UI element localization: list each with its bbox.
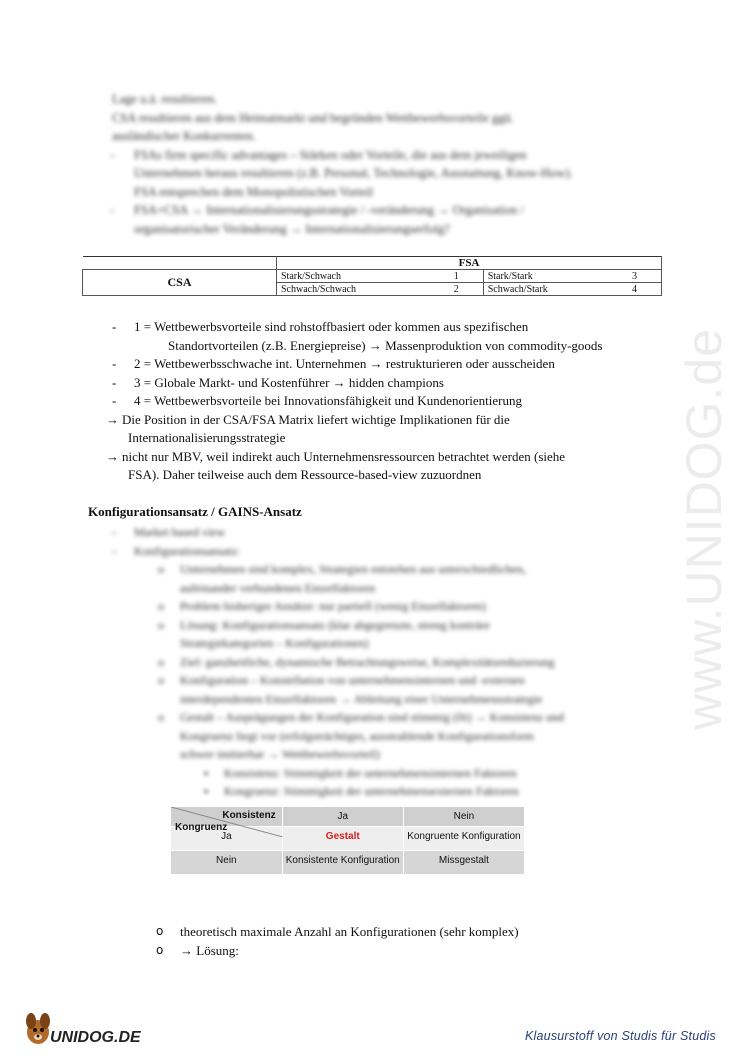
arrow-item xyxy=(106,411,672,430)
unidog-logo xyxy=(22,1010,162,1050)
circle-bullet: o xyxy=(158,617,164,632)
matrix-cell-label: Schwach/Schwach xyxy=(281,283,356,295)
list-item xyxy=(112,355,672,374)
dash-marker: - xyxy=(112,356,117,371)
text-line: CSA resultieren aus dem Heimatmarkt und begründen Wettbewerbsvorteile ggü. xyxy=(112,110,514,125)
list-item-text: Gestalt – Ausprägungen der Konfiguration sind stimmig (fit) → Konsistenz und xyxy=(180,710,564,724)
arrow-icon: → xyxy=(106,448,119,464)
list-item-text: Lösung: Konfigurationsansatz (klar abgegrenzte, streng konträre xyxy=(180,617,490,632)
arrow-item xyxy=(106,448,672,467)
sub-list-item xyxy=(112,597,652,616)
text-line: FSA entsprechen dem Monopolistischen Vorteil xyxy=(134,184,374,199)
sub-list-item-continuation: interdependenten Einzelfaktoren → Ableitung einer Unternehmensstrategie xyxy=(180,691,543,706)
sub-list-item xyxy=(112,708,652,727)
list-item xyxy=(112,392,672,411)
sub-list-item xyxy=(112,653,652,672)
column-header: Nein xyxy=(403,807,524,827)
column-axis-label: Konsistenz xyxy=(222,810,276,821)
blurred-text-block xyxy=(112,90,652,238)
sub-list-item-continuation: schwer imitierbar → Wettbewerbsvorteil) xyxy=(180,747,380,761)
circle-bullet: o xyxy=(158,654,164,669)
list-item-text: Konfigurationsansatz: xyxy=(134,543,240,558)
circle-bullet: o xyxy=(158,599,164,613)
column-header: Ja xyxy=(282,807,403,827)
footer-tagline: Klausurstoff von Studis für Studis xyxy=(525,1029,716,1043)
sub-list-item-continuation: Strategiekategorien – Konfigurationen) xyxy=(180,636,369,650)
watermark xyxy=(663,265,743,735)
circle-bullet: o xyxy=(156,943,164,957)
list-item-text: Konsistenz: Stimmigkeit der unternehmensinternen Faktoren xyxy=(224,765,517,780)
matrix-cell xyxy=(483,283,661,296)
konsistenz-kongruenz-table xyxy=(170,806,525,875)
sub-sub-list-item xyxy=(112,764,652,783)
sub-list-item xyxy=(112,616,652,635)
matrix-cell-number: 2 xyxy=(453,283,459,295)
row-header: Ja xyxy=(171,827,283,851)
dash-marker: - xyxy=(112,374,117,390)
matrix-cell-label: Stark/Stark xyxy=(487,270,533,282)
watermark-svg xyxy=(663,265,743,735)
sub-list-item-continuation: aufeinander verbundenen Einzelfaktoren xyxy=(180,580,376,595)
matrix-cell-number: 1 xyxy=(453,270,459,282)
matrix-cell-label: Stark/Schwach xyxy=(281,270,341,282)
matrix-fsa-header: FSA xyxy=(277,257,662,270)
list-item xyxy=(112,374,672,393)
matrix-corner xyxy=(83,257,277,270)
section-heading: Konfigurationsansatz / GAINS-Ansatz xyxy=(88,504,302,519)
matrix-csa-header: CSA xyxy=(83,270,277,296)
circle-bullet-list xyxy=(150,922,519,960)
circle-bullet: o xyxy=(156,924,164,938)
dash-marker: - xyxy=(110,147,115,162)
text-line-content: FSA+CSA → Internationalisierungsstrategie / -veränderung → Organisation / xyxy=(134,203,524,217)
matrix-cell-number: 3 xyxy=(632,270,637,282)
matrix-cell xyxy=(277,270,484,283)
sub-list-item xyxy=(112,560,652,579)
table-cell-gestalt: Gestalt xyxy=(282,827,403,851)
square-bullet: ▪ xyxy=(204,784,209,798)
list-item xyxy=(150,922,519,941)
dog-icon xyxy=(26,1013,50,1044)
matrix-cell-label: Schwach/Stark xyxy=(487,283,548,295)
text-line: ausländischer Konkurrenten. xyxy=(112,129,256,143)
matrix-cell xyxy=(483,270,661,283)
list-item xyxy=(112,523,652,542)
text-line xyxy=(112,201,652,220)
row-axis-label: Kongruenz xyxy=(175,822,228,833)
dash-marker: - xyxy=(110,203,115,217)
dash-marker: - xyxy=(112,525,116,539)
text-line: Unternehmen heraus resultieren (z.B. Personal, Technologie, Ausstattung, Know-How). xyxy=(134,166,573,180)
list-item-text: Kongruenz: Stimmigkeit der unternehmensexternen Faktoren xyxy=(224,784,519,798)
blurred-list xyxy=(112,523,652,801)
list-item-text: Ziel: ganzheitliche, dynamische Betrachtungsweise, Komplexitätsreduzierung xyxy=(180,654,555,669)
list-item-text: Problem bisheriger Ansätze: nur partiell (wenig Einzelfaktoren) xyxy=(180,599,486,613)
list-item-text: 3 = Globale Markt- und Kostenführer → hidden champions xyxy=(134,374,444,390)
list-item-text: → Lösung: xyxy=(180,943,239,958)
list-item xyxy=(112,542,652,561)
list-item xyxy=(112,318,672,337)
arrow-item-text: Die Position in der CSA/FSA Matrix liefert wichtige Implikationen für die xyxy=(122,411,510,427)
list-item-text: Unternehmen sind komplex, Strategien entstehen aus unterschiedlichen, xyxy=(180,562,526,576)
csa-fsa-matrix xyxy=(82,256,662,296)
table-cell: Kongruente Konfiguration xyxy=(403,827,524,851)
circle-bullet: o xyxy=(158,710,164,724)
logo-svg xyxy=(22,1010,162,1050)
sub-list-item-continuation: Kongruenz liegt vor (erfolgsträchtiges, ausstrahlende Konfigurationsform xyxy=(180,728,534,743)
list-item-continuation: Standortvorteilen (z.B. Energiepreise) → Massenproduktion von commodity-goods xyxy=(168,337,603,353)
arrow-icon: → xyxy=(106,411,119,427)
arrow-item-continuation: Internationalisierungsstrategie xyxy=(128,430,286,445)
logo-text: UNIDOG.DE xyxy=(50,1029,141,1046)
table-corner-cell xyxy=(171,807,283,833)
arrow-item-text: nicht nur MBV, weil indirekt auch Unternehmensressourcen betrachtet werden (siehe xyxy=(122,448,566,464)
watermark-text: www.UNIDOG.de xyxy=(676,328,732,730)
table-cell: Konsistente Konfiguration xyxy=(282,851,403,875)
arrow-item-continuation: FSA). Daher teilweise auch dem Ressource-based-view zuzuordnen xyxy=(128,467,482,482)
text-line-content: FSAs firm specific advantages – Stärken oder Vorteile, die aus dem jeweiligen xyxy=(134,147,527,162)
dash-marker: - xyxy=(112,393,117,408)
dash-marker: - xyxy=(112,319,117,334)
list-item-text: Konfiguration – Konstellation von unternehmensinternen und -externen xyxy=(180,673,525,687)
list-item-text: 2 = Wettbewerbsschwache int. Unternehmen → restrukturieren oder ausscheiden xyxy=(134,356,555,371)
text-line: organisatorischer Veränderung → Internationalisierungserfolg? xyxy=(134,221,450,236)
matrix-cell-number: 4 xyxy=(632,283,637,295)
list-item-text: theoretisch maximale Anzahl an Konfigurationen (sehr komplex) xyxy=(180,924,519,939)
dash-marker: - xyxy=(112,543,116,558)
sub-list-item xyxy=(112,671,652,690)
circle-bullet: o xyxy=(158,562,164,576)
circle-bullet: o xyxy=(158,673,164,687)
list-item xyxy=(150,941,519,960)
list-item-text: 1 = Wettbewerbsvorteile sind rohstoffbasiert oder kommen aus spezifischen xyxy=(134,319,529,334)
matrix-explanation-list xyxy=(106,318,672,485)
table-cell: Missgestalt xyxy=(403,851,524,875)
matrix-cell xyxy=(277,283,484,296)
list-item-text: 4 = Wettbewerbsvorteile bei Innovationsfähigkeit und Kundenorientierung xyxy=(134,393,523,408)
sub-sub-list-item xyxy=(112,782,652,801)
list-item-text: Market based view xyxy=(134,525,226,539)
text-line: Lage u.ä. resultieren. xyxy=(112,92,218,106)
square-bullet: ▪ xyxy=(204,765,209,780)
row-header: Nein xyxy=(171,851,283,875)
text-line xyxy=(112,146,652,165)
